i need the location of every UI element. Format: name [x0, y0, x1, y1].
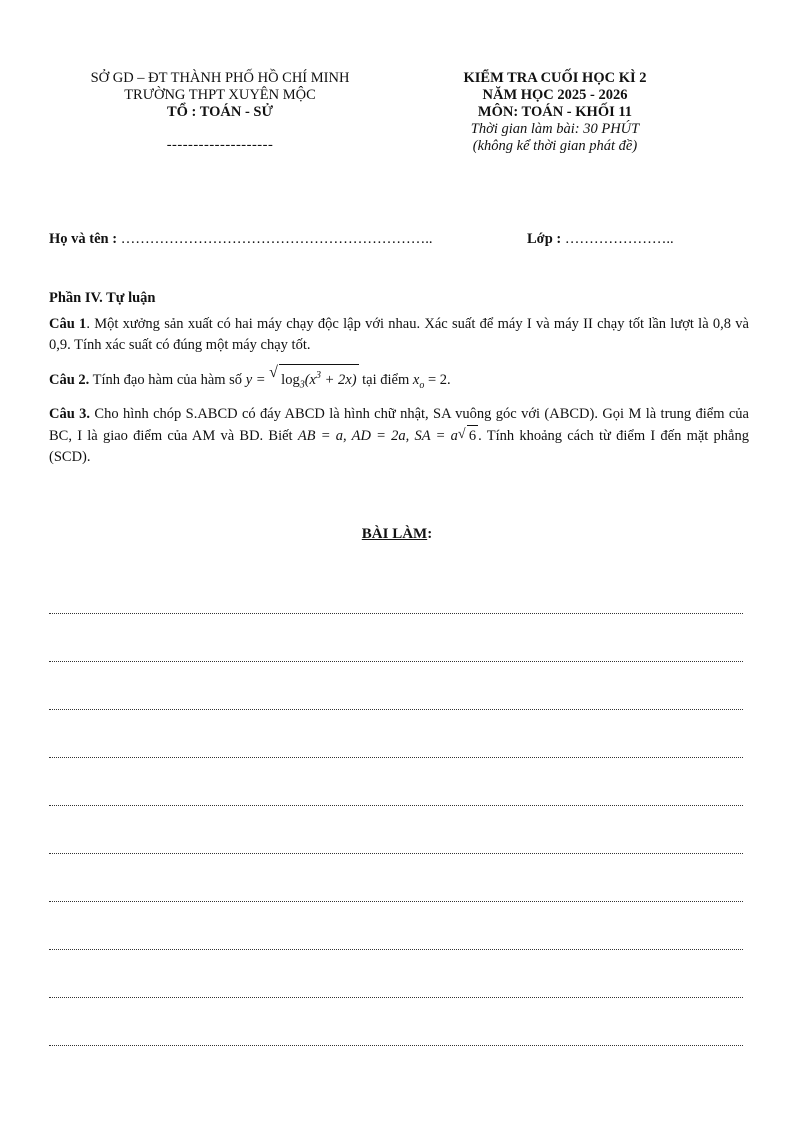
question-2 — [49, 364, 749, 396]
subject-grade: MÔN: TOÁN - KHỐI 11 — [477, 104, 633, 120]
part-title: Phần IV. Tự luận — [49, 290, 156, 306]
work-title — [0, 526, 794, 543]
class-field[interactable]: ………………….. — [564, 231, 674, 247]
question-1-text: . Một xưởng sản xuất có hai máy chạy độc lập với nhau. Xác suất để máy I và máy II chạy tốt lần lượt là 0,8 và 0,9. Tính xác suất có đúng một máy chạy tốt. — [49, 316, 749, 353]
answer-line[interactable] — [49, 792, 743, 840]
work-title-text: BÀI LÀM — [361, 526, 428, 542]
department-name: SỞ GD – ĐT THÀNH PHỐ HỒ CHÍ MINH — [90, 70, 350, 86]
duration-note: (không kể thời gian phát đề) — [472, 138, 638, 154]
question-1-label: Câu 1 — [49, 316, 87, 332]
questions-section — [49, 288, 749, 476]
answer-line[interactable] — [49, 1032, 743, 1080]
function-formula: y = √ $\log_3(x^3 + 2x)$ — [246, 372, 359, 388]
exam-title: KIỂM TRA CUỐI HỌC KÌ 2 — [463, 70, 647, 86]
answer-line[interactable] — [49, 648, 743, 696]
question-2-label: Câu 2. — [49, 371, 90, 388]
question-2-text: Tính đạo hàm của hàm số — [92, 371, 243, 388]
answer-line[interactable] — [49, 696, 743, 744]
question-2-text-mid: tại điểm — [362, 371, 410, 388]
question-3 — [49, 404, 749, 468]
header-right — [400, 70, 710, 155]
question-3-text-end: . Tính khoảng cách từ điểm I đến mặt phẳng (SCD). — [49, 427, 749, 465]
answer-line[interactable] — [49, 840, 743, 888]
school-name: TRƯỜNG THPT XUYÊN MỘC — [124, 87, 316, 103]
question-2-end: . — [447, 371, 451, 388]
given-lengths-formula: AB = a, AD = 2a, SA = a √ 6 — [298, 428, 478, 444]
school-year: NĂM HỌC 2025 - 2026 — [482, 87, 628, 103]
answer-area[interactable] — [49, 600, 743, 1080]
name-field[interactable]: ……………………………………………………….. — [120, 231, 433, 247]
faculty-name: TỔ : TOÁN - SỬ — [166, 104, 274, 120]
header-divider: -------------------- — [166, 137, 274, 153]
answer-line[interactable] — [49, 936, 743, 984]
answer-line[interactable] — [49, 984, 743, 1032]
answer-line[interactable] — [49, 888, 743, 936]
name-label: Họ và tên : — [49, 231, 118, 247]
student-info — [49, 231, 749, 248]
work-title-colon: : — [427, 526, 433, 542]
answer-line[interactable] — [49, 744, 743, 792]
header-left — [40, 70, 400, 154]
exam-duration: Thời gian làm bài: 30 PHÚT — [470, 121, 640, 137]
class-label: Lớp : — [527, 231, 562, 247]
question-1 — [49, 314, 749, 356]
point-formula: $x_o = 2$ — [412, 371, 448, 391]
question-3-text: Cho hình chóp S.ABCD có đáy ABCD là hình chữ nhật, SA vuông góc với (ABCD). Gọi M là trung điểm của BC, I là giao điểm của AM và BD. Biết — [49, 405, 749, 444]
answer-line[interactable] — [49, 600, 743, 648]
question-3-label: Câu 3. — [49, 405, 91, 422]
